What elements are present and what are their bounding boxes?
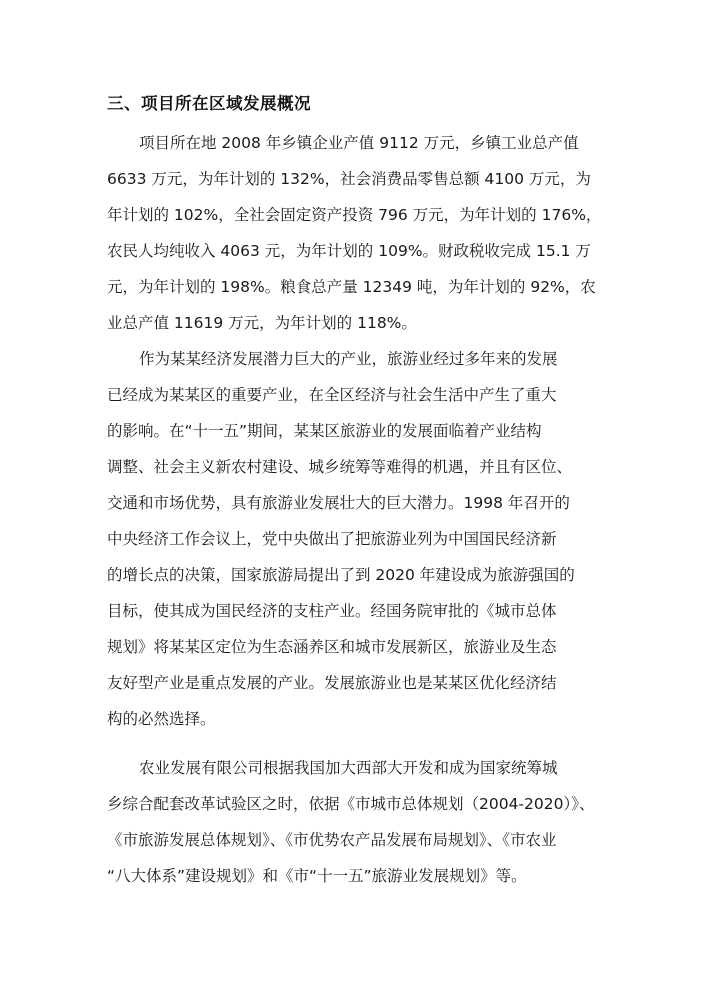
paragraph-2-line-7: 的增长点的决策，国家旅游局提出了到 2020 年建设成为旅游强国的 — [107, 566, 575, 584]
paragraph-2-line-4: 调整、社会主义新农村建设、城乡统筹等难得的机遇，并且有区位、 — [107, 458, 573, 476]
paragraph-3-line-3: 《市旅游发展总体规划》、《市优势农产品发展布局规划》、《市农业 — [107, 831, 557, 849]
paragraph-1-line-2: 6633 万元，为年计划的 132%，社会消费品零售总额 4100 万元，为 — [107, 170, 591, 188]
paragraph-1-line-3: 年计划的 102%，全社会固定资产投资 796 万元，为年计划的 176%， — [107, 206, 602, 224]
paragraph-2-line-6: 中央经济工作会议上，党中央做出了把旅游业列为中国国民经济新 — [107, 530, 557, 548]
paragraph-2-line-3: 的影响。在“十一五”期间，某某区旅游业的发展面临着产业结构 — [107, 422, 542, 440]
paragraph-1-line-1: 项目所在地 2008 年乡镇企业产值 9112 万元，乡镇工业总产值 — [139, 134, 579, 152]
paragraph-2-line-1: 作为某某经济发展潜力巨大的产业，旅游业经过多年来的发展 — [139, 350, 558, 368]
paragraph-2-line-11: 构的必然选择。 — [107, 710, 216, 728]
paragraph-3-line-1: 农业发展有限公司根据我国加大西部大开发和成为国家统筹城 — [139, 759, 558, 777]
paragraph-2-line-9: 规划》将某某区定位为生态涵养区和城市发展新区，旅游业及生态 — [107, 638, 557, 656]
paragraph-2-line-8: 目标，使其成为国民经济的支柱产业。经国务院审批的《城市总体 — [107, 602, 557, 620]
paragraph-2-line-10: 友好型产业是重点发展的产业。发展旅游业也是某某区优化经济结 — [107, 674, 557, 692]
paragraph-2-line-5: 交通和市场优势，具有旅游业发展壮大的巨大潜力。1998 年召开的 — [107, 494, 570, 512]
paragraph-2-line-2: 已经成为某某区的重要产业，在全区经济与社会生活中产生了重大 — [107, 386, 557, 404]
paragraph-1-line-5: 元，为年计划的 198%。粮食总产量 12349 吨，为年计划的 92%，农 — [107, 278, 596, 296]
paragraph-1-line-4: 农民人均纯收入 4063 元，为年计划的 109%。财政税收完成 15.1 万 — [107, 242, 591, 260]
paragraph-1-line-6: 业总产值 11619 万元，为年计划的 118%。 — [107, 314, 417, 332]
paragraph-3-line-2: 乡综合配套改革试验区之时，依据《市城市总体规划（2004-2020）》、 — [107, 795, 595, 813]
section-heading: 三、项目所在区域发展概况 — [107, 94, 311, 113]
paragraph-3-line-4: “八大体系”建设规划》和《市“十一五”旅游业发展规划》等。 — [107, 867, 527, 885]
